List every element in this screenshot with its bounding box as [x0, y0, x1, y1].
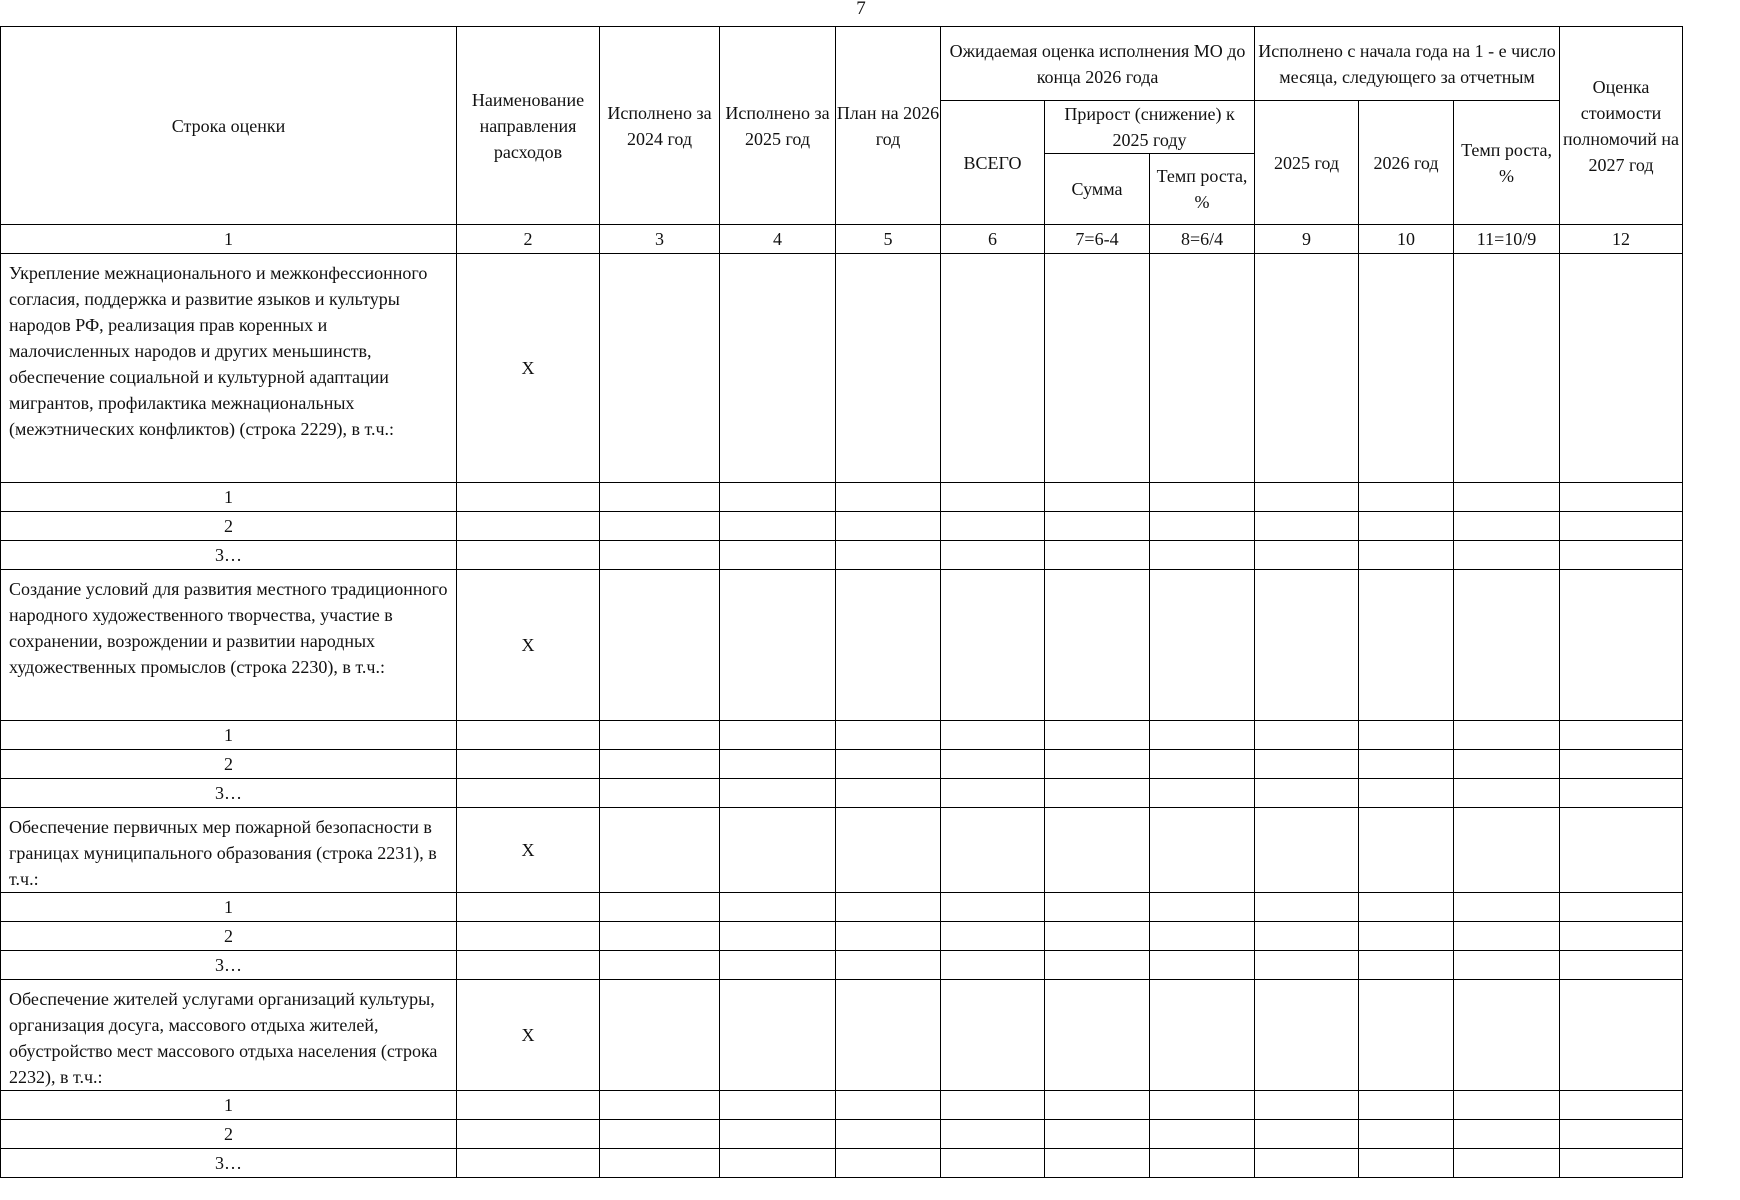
subrow	[1, 951, 1683, 980]
subrow-number: 1	[1, 893, 457, 922]
category-row	[1, 570, 1683, 721]
not-applicable-mark: Х	[457, 570, 600, 721]
column-numbering-row	[1, 225, 1683, 254]
header-total: ВСЕГО	[941, 101, 1045, 225]
column-number: 2	[457, 225, 600, 254]
subrow	[1, 922, 1683, 951]
subrow	[1, 1149, 1683, 1178]
subrow	[1, 893, 1683, 922]
header-growth: Прирост (снижение) к 2025 году	[1045, 101, 1255, 154]
column-number: 3	[600, 225, 720, 254]
subrow-number: 1	[1, 483, 457, 512]
budget-estimate-table	[0, 26, 1683, 1178]
column-number: 7=6-4	[1045, 225, 1150, 254]
category-label: Обеспечение первичных мер пожарной безопасности в границах муниципального образования (строка 2231), в т.ч.:	[1, 808, 457, 893]
subrow-number: 3…	[1, 951, 457, 980]
column-number: 1	[1, 225, 457, 254]
subrow	[1, 750, 1683, 779]
subrow	[1, 1091, 1683, 1120]
subrow-number: 1	[1, 1091, 457, 1120]
subrow-number: 3…	[1, 1149, 457, 1178]
subrow-number: 3…	[1, 779, 457, 808]
header-ytd-growth-rate: Темп роста, %	[1454, 101, 1560, 225]
header-plan-2026: План на 2026 год	[836, 27, 941, 225]
category-label: Создание условий для развития местного традиционного народного художественного творчества, участие в сохранении, возрождении и развитии народных художественных промыслов (строка 2230), в т.ч.:	[1, 570, 457, 721]
subrow	[1, 779, 1683, 808]
category-label: Обеспечение жителей услугами организаций культуры, организация досуга, массового отдыха жителей, обустройство мест массового отдыха населения (строка 2232), в т.ч.:	[1, 980, 457, 1091]
column-number: 8=6/4	[1150, 225, 1255, 254]
header-expense-direction: Наименование направления расходов	[457, 27, 600, 225]
column-number: 10	[1359, 225, 1454, 254]
column-number: 9	[1255, 225, 1359, 254]
header-cost-2027: Оценка стоимости полномочий на 2027 год	[1560, 27, 1683, 225]
header-ytd-2025: 2025 год	[1255, 101, 1359, 225]
header-executed-2025: Исполнено за 2025 год	[720, 27, 836, 225]
header-expected-estimate: Ожидаемая оценка исполнения МО до конца 2026 года	[941, 27, 1255, 101]
header-growth-sum: Сумма	[1045, 154, 1150, 225]
not-applicable-mark: Х	[457, 980, 600, 1091]
subrow	[1, 483, 1683, 512]
subrow-number: 2	[1, 922, 457, 951]
category-row	[1, 254, 1683, 483]
header-row-label: Строка оценки	[1, 27, 457, 225]
category-row	[1, 808, 1683, 893]
column-number: 6	[941, 225, 1045, 254]
header-executed-2024: Исполнено за 2024 год	[600, 27, 720, 225]
subrow	[1, 1120, 1683, 1149]
header-ytd-2026: 2026 год	[1359, 101, 1454, 225]
not-applicable-mark: Х	[457, 808, 600, 893]
header-ytd-executed: Исполнено с начала года на 1 - е число месяца, следующего за отчетным	[1255, 27, 1560, 101]
category-label: Укрепление межнационального и межконфессионного согласия, поддержка и развитие языков и культуры народов РФ, реализация прав коренных и малочисленных народов и других меньшинств, обеспечение социальной и культурной адаптации мигрантов, профилактика межнациональных (межэтнических конфликтов) (строка 2229), в т.ч.:	[1, 254, 457, 483]
subrow-number: 1	[1, 721, 457, 750]
subrow	[1, 541, 1683, 570]
page-number: 7	[856, 0, 866, 19]
subrow-number: 2	[1, 750, 457, 779]
column-number: 12	[1560, 225, 1683, 254]
column-number: 11=10/9	[1454, 225, 1560, 254]
subrow-number: 2	[1, 1120, 457, 1149]
not-applicable-mark: Х	[457, 254, 600, 483]
subrow-number: 2	[1, 512, 457, 541]
subrow-number: 3…	[1, 541, 457, 570]
column-number: 5	[836, 225, 941, 254]
column-number: 4	[720, 225, 836, 254]
category-row	[1, 980, 1683, 1091]
subrow	[1, 721, 1683, 750]
subrow	[1, 512, 1683, 541]
header-growth-rate: Темп роста, %	[1150, 154, 1255, 225]
